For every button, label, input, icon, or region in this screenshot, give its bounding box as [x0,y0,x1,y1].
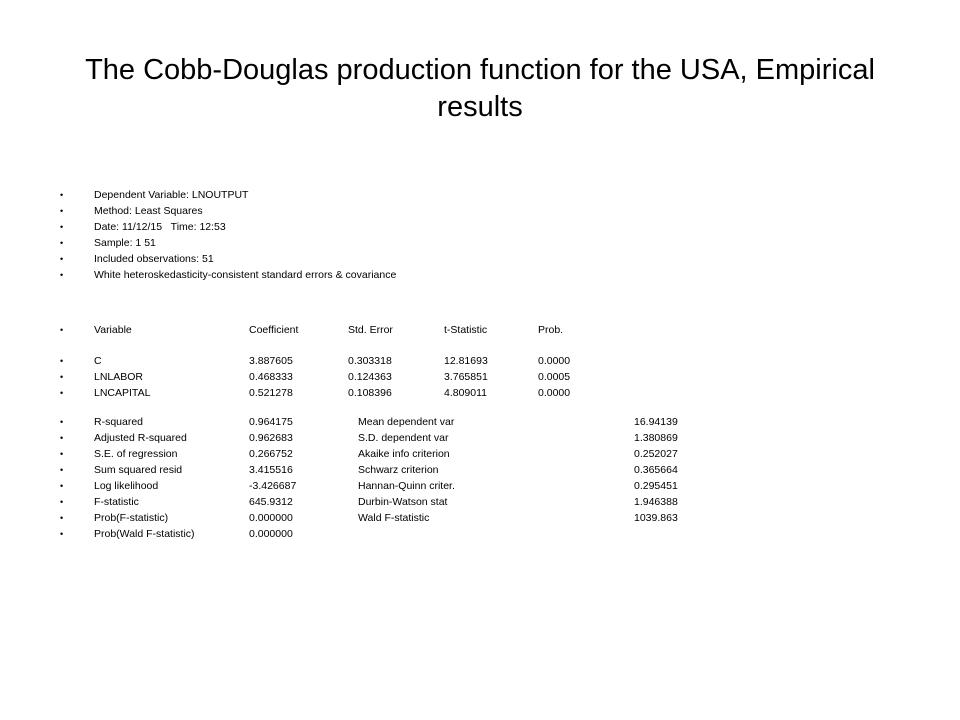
stat-value: 0.365664 [634,464,678,476]
header-line-text: Sample: 1 51 [94,237,156,249]
bullet-icon: • [60,254,64,264]
table-cell: 0.303318 [348,355,392,367]
bullet-icon: • [60,206,64,216]
table-cell: 0.0000 [538,355,571,367]
header-line-text: Method: Least Squares [94,205,203,217]
stat-label: F-statistic [94,496,139,508]
column-header: Std. Error [348,324,393,336]
stat-label: Hannan-Quinn criter. [358,480,455,492]
stat-label: R-squared [94,416,144,428]
stat-value: 0.266752 [249,448,293,460]
stat-value: 1.946388 [634,496,678,508]
stat-label: Wald F-statistic [358,512,430,524]
bullet-icon: • [60,449,64,459]
table-cell: 3.765851 [444,371,488,383]
bullet-icon: • [60,529,64,539]
table-cell: 0.0005 [538,371,571,383]
column-header: t-Statistic [444,324,488,336]
column-header: Coefficient [249,324,299,336]
column-header: Variable [94,324,132,336]
column-header: Prob. [538,324,564,336]
bullet-icon: • [60,325,64,335]
bullet-icon: • [60,388,64,398]
bullet-icon: • [60,372,64,382]
bullet-icon: • [60,417,64,427]
stat-label: S.E. of regression [94,448,178,460]
bullet-icon: • [60,497,64,507]
header-line-text: Included observations: 51 [94,253,214,265]
bullet-icon: • [60,222,64,232]
bullet-icon: • [60,356,64,366]
stat-value: 0.964175 [249,416,293,428]
slide-title: The Cobb-Douglas production function for the USA, Empirical results [85,54,875,123]
table-cell: LNCAPITAL [94,387,151,399]
table-cell: 0.108396 [348,387,392,399]
stat-value: 0.252027 [634,448,678,460]
stat-label: Durbin-Watson stat [358,496,448,508]
bullet-icon: • [60,270,64,280]
table-cell: 0.124363 [348,371,392,383]
stat-label: Akaike info criterion [358,448,450,460]
table-cell: 3.887605 [249,355,293,367]
stat-value: 0.295451 [634,480,678,492]
table-cell: C [94,355,102,367]
stat-value: 0.962683 [249,432,293,444]
stat-label: Prob(Wald F-statistic) [94,528,195,540]
stat-label: Schwarz criterion [358,464,439,476]
stat-label: Adjusted R-squared [94,432,187,444]
table-cell: 0.468333 [249,371,293,383]
header-line-text: Date: 11/12/15 Time: 12:53 [94,221,226,233]
table-cell: 0.0000 [538,387,571,399]
stat-value: 0.000000 [249,528,293,540]
stat-value: 0.000000 [249,512,293,524]
stat-value: 1.380869 [634,432,678,444]
bullet-icon: • [60,481,64,491]
stat-label: S.D. dependent var [358,432,449,444]
stat-label: Sum squared resid [94,464,183,476]
table-cell: 0.521278 [249,387,293,399]
table-cell: 4.809011 [444,387,488,399]
bullet-icon: • [60,190,64,200]
bullet-icon: • [60,433,64,443]
stat-value: 1039.863 [634,512,678,524]
header-line-text: Dependent Variable: LNOUTPUT [94,189,249,201]
stat-value: 16.94139 [634,416,678,428]
stat-value: -3.426687 [249,480,297,492]
bullet-icon: • [60,465,64,475]
bullet-icon: • [60,513,64,523]
stat-value: 645.9312 [249,496,293,508]
table-cell: LNLABOR [94,371,144,383]
stat-value: 3.415516 [249,464,293,476]
stat-label: Log likelihood [94,480,159,492]
table-cell: 12.81693 [444,355,488,367]
stat-label: Prob(F-statistic) [94,512,169,524]
header-line-text: White heteroskedasticity-consistent standard errors & covariance [94,269,397,281]
stat-label: Mean dependent var [358,416,455,428]
bullet-icon: • [60,238,64,248]
